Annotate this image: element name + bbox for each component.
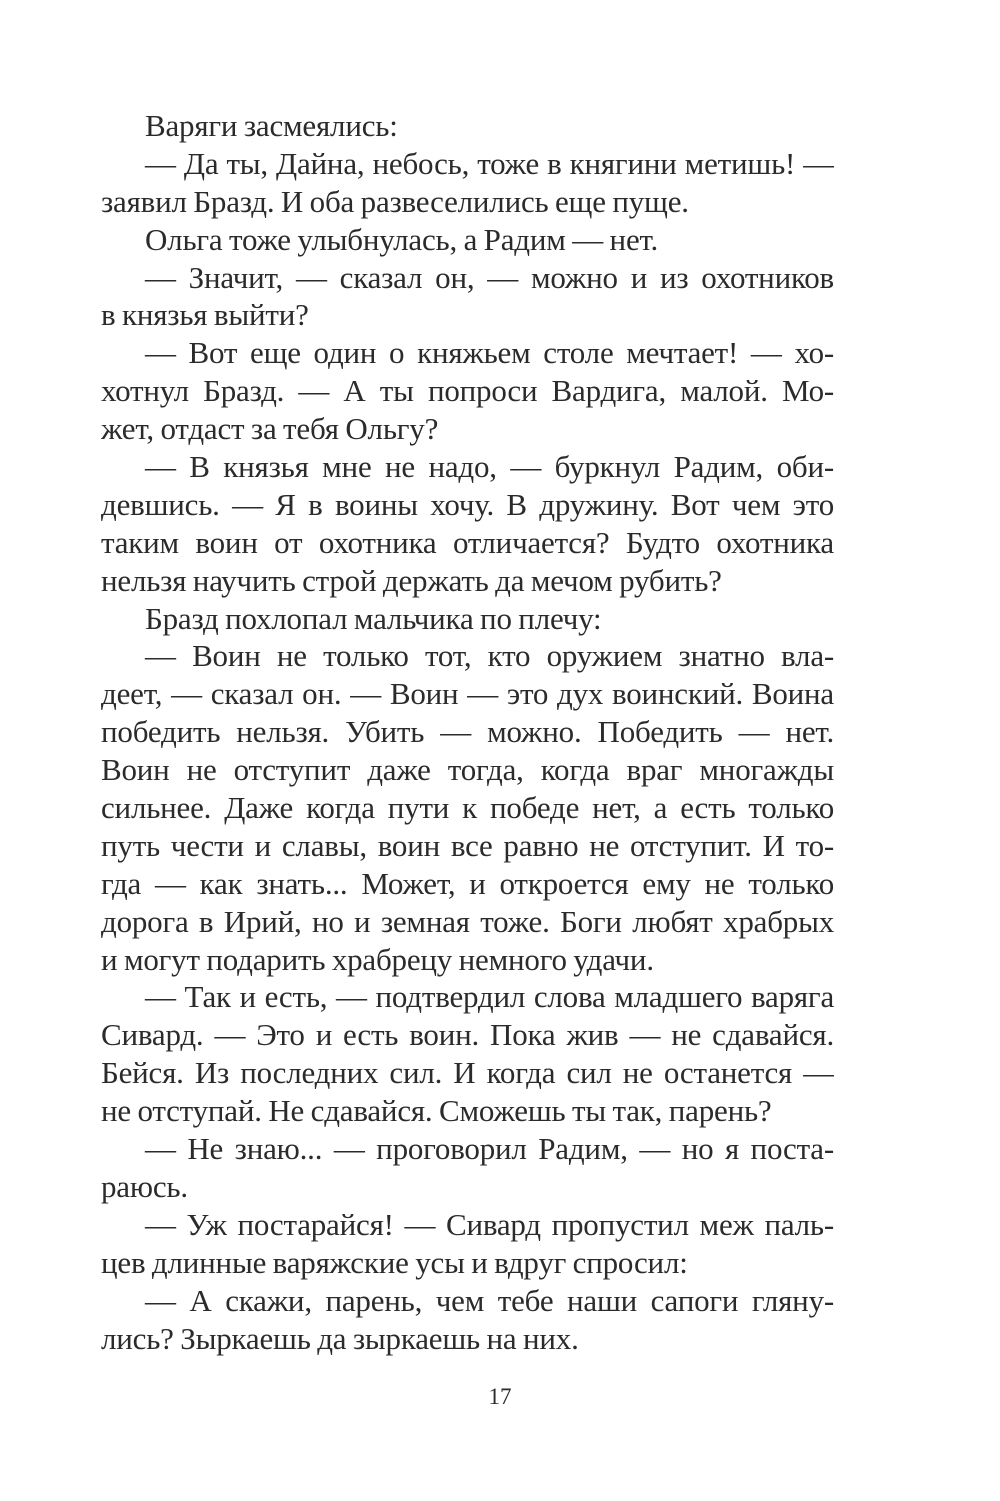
paragraph bbox=[101, 334, 834, 448]
paragraph bbox=[101, 978, 834, 1130]
text-line: — Вот еще один о княжьем столе мечтает! — хо- bbox=[145, 335, 834, 371]
paragraph bbox=[101, 1282, 834, 1358]
text-line: раюсь. bbox=[101, 1168, 188, 1204]
paragraph bbox=[101, 259, 834, 335]
text-line: — Воин не только тот, кто оружием знатно вла- bbox=[145, 638, 834, 674]
text-line: нельзя научить строй держать да мечом рубить? bbox=[101, 562, 722, 598]
text-line: деет, — сказал он. — Воин — это дух воинский. Воина bbox=[101, 676, 834, 712]
page-number: 17 bbox=[488, 1384, 512, 1409]
text-line: Воин не отступит даже тогда, когда враг многажды bbox=[101, 752, 834, 788]
text-line: Варяги засмеялись: bbox=[145, 108, 398, 143]
text-line: и могут подарить храбрецу немного удачи. bbox=[101, 941, 654, 977]
text-line: в князья выйти? bbox=[101, 297, 309, 333]
text-line: Бразд похлопал мальчика по плечу: bbox=[145, 600, 602, 636]
text-line: путь чести и славы, воин все равно не отступит. И то- bbox=[101, 827, 834, 863]
text-line: сильнее. Даже когда пути к победе нет, а есть только bbox=[101, 790, 834, 826]
text-line: хотнул Бразд. — А ты попроси Вардига, малой. Мо- bbox=[101, 373, 834, 409]
text-line: гда — как знать... Может, и откроется ему не только bbox=[101, 865, 834, 901]
text-line: цев длинные варяжские усы и вдруг спросил: bbox=[101, 1244, 688, 1280]
text-line: Сивард. — Это и есть воин. Пока жив — не сдавайся. bbox=[101, 1017, 834, 1053]
text-line: заявил Бразд. И оба развеселились еще пуще. bbox=[101, 183, 689, 219]
text-line: дорога в Ирий, но и земная тоже. Боги любят храбрых bbox=[101, 903, 834, 939]
paragraph bbox=[101, 1130, 834, 1206]
text-line: — Значит, — сказал он, — можно и из охотников bbox=[145, 259, 834, 295]
text-line: — Да ты, Дайна, небось, тоже в княгини метишь! — bbox=[145, 145, 834, 181]
text-line: таким воин от охотника отличается? Будто охотника bbox=[101, 524, 834, 560]
paragraph bbox=[101, 1206, 834, 1282]
paragraph bbox=[101, 637, 834, 978]
text-line: победить нельзя. Убить — можно. Победить — нет. bbox=[101, 714, 834, 750]
text-line: — А скажи, парень, чем тебе наши сапоги гляну- bbox=[145, 1282, 834, 1318]
body-text bbox=[101, 107, 834, 1357]
text-line: лись? Зыркаешь да зыркаешь на них. bbox=[101, 1320, 579, 1356]
paragraph bbox=[101, 145, 834, 221]
text-line: жет, отдаст за тебя Ольгу? bbox=[101, 411, 439, 447]
text-line: не отступай. Не сдавайся. Сможешь ты так, парень? bbox=[101, 1093, 772, 1129]
text-line: — Так и есть, — подтвердил слова младшего варяга bbox=[145, 979, 834, 1015]
text-line: Бейся. Из последних сил. И когда сил не останется — bbox=[101, 1055, 834, 1091]
text-line: девшись. — Я в воины хочу. В дружину. Вот чем это bbox=[101, 486, 834, 522]
text-line: — Уж постарайся! — Сивард пропустил меж паль- bbox=[145, 1206, 834, 1242]
paragraph bbox=[101, 448, 834, 600]
text-line: — В князья мне не надо, — буркнул Радим, оби- bbox=[145, 449, 834, 485]
text-line: Ольга тоже улыбнулась, а Радим — нет. bbox=[145, 221, 659, 257]
paragraph bbox=[101, 107, 834, 145]
paragraph bbox=[101, 221, 834, 259]
text-line: — Не знаю... — проговорил Радим, — но я поста- bbox=[145, 1131, 834, 1167]
paragraph bbox=[101, 600, 834, 638]
